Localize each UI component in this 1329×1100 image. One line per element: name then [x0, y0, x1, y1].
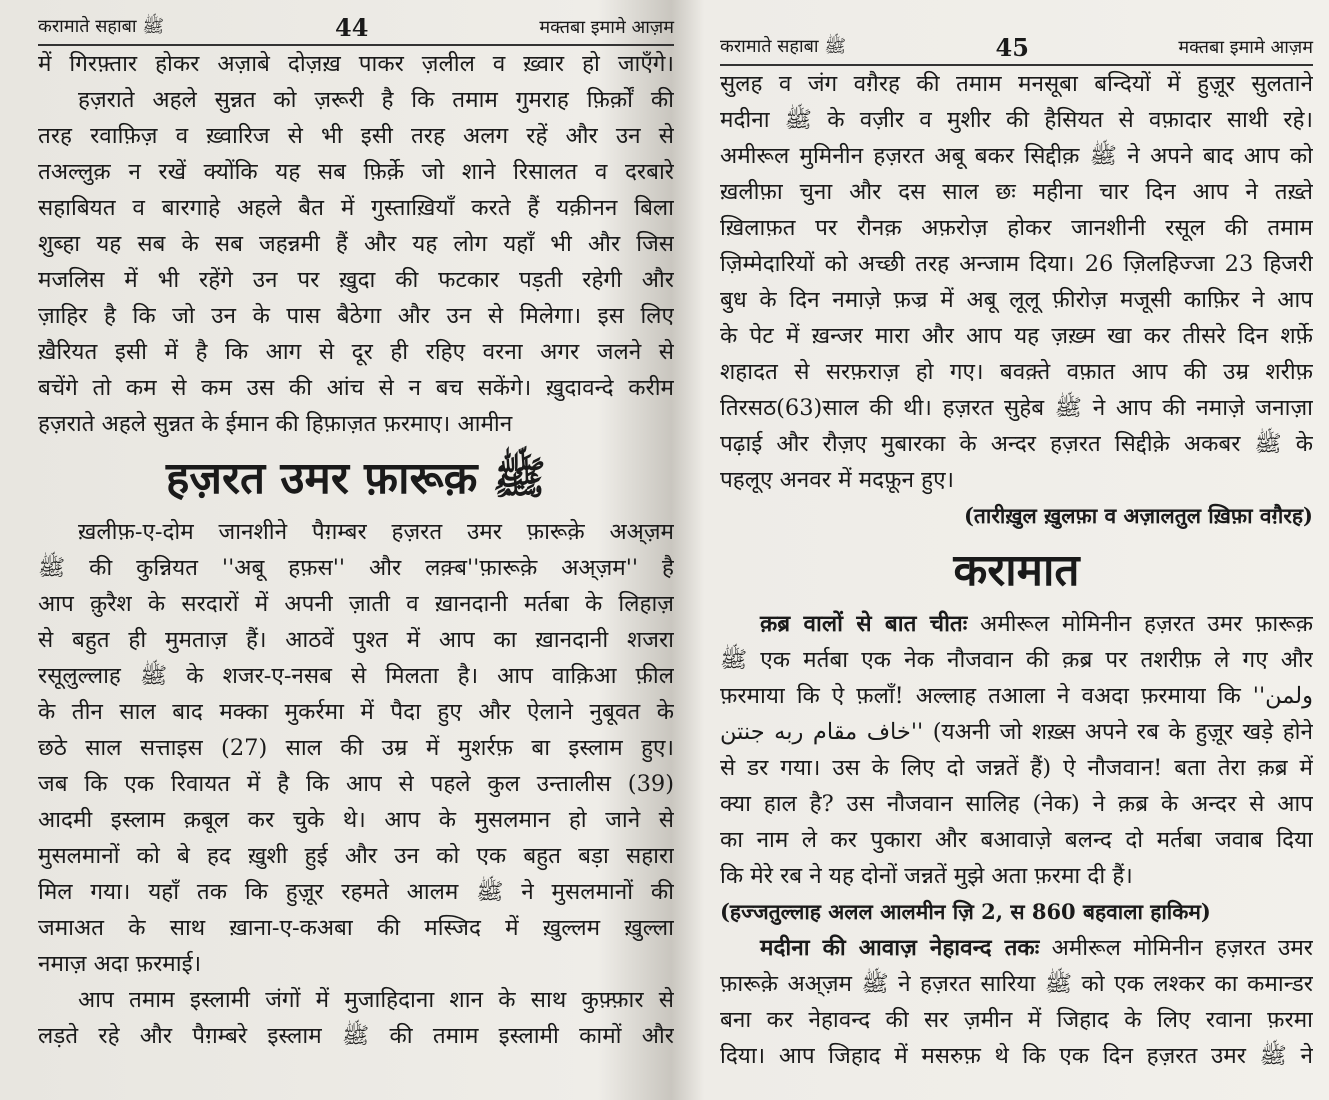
text-line: जब कि एक रिवायत में है कि आप से पहले कुल उन्तालीस (39)	[38, 771, 674, 797]
text-line: कि मेरे रब ने यह दोनों जन्नतें मुझे अता फ़रमा दी हैं।	[720, 863, 1133, 889]
text-line: ख़िलाफ़त पर रौनक़ अफ़रोज़ होकर जानशीनी रसूल की तमाम	[720, 215, 1313, 241]
text-line: ज़ाहिर है कि जो उन के पास बैठेगा और उन से मिलेगा। इस लिए	[38, 303, 674, 329]
text-line: बुध के दिन नमाज़े फ़ज्र में अबू लूलू फ़ीरोज़ मजूसी काफ़िर ने आप	[720, 287, 1313, 313]
text-line	[720, 606, 1313, 642]
text-line: पढ़ाई और रौज़ए मुबारका के अन्दर हज़रत सिद्दीक़े अकबर ﷺ के	[720, 431, 1313, 457]
text-line: तिरसठ(63)साल की थी। हज़रत सुहेब ﷺ ने आप की नमाज़े जनाज़ा	[720, 395, 1313, 421]
body-text-after-heading	[38, 514, 674, 1054]
body-text-before-heading	[38, 46, 674, 442]
text-line: ज़िम्मेदारियों को अच्छी तरह अन्जाम दिया। 26 ज़िलहिज्जा 23 हिजरी	[720, 251, 1313, 277]
paragraph-grave-conversation	[720, 606, 1313, 894]
text-line: फ़ारूक़े अअ्ज़म ﷺ ने हज़रत सारिया ﷺ को एक लश्कर का कमान्डर	[720, 971, 1313, 997]
text-line: ﷺ की कुन्नियत ''अबू हफ़स'' और लक़्ब''फ़ारूक़े अअ्ज़म'' है	[38, 555, 674, 581]
right-page	[702, 0, 1329, 1100]
page-number: 44	[335, 12, 369, 42]
publisher-name: मक्तबा इमामे आज़म	[539, 17, 674, 38]
text-line: ख़लीफ़-ए-दोम जानशीने पैग़म्बर हज़रत उमर फ़ारूक़े अअ्ज़म	[78, 519, 674, 545]
text-line: तअल्लुक़ न रखें क्योंकि यह सब फ़िर्क़े जो शाने रिसालत व दरबारे	[38, 159, 674, 185]
text-line: के तीन साल बाद मक्का मुकर्रमा में पैदा हुए और ऐलाने नुबूवत के	[38, 699, 674, 725]
section-heading: हज़रत उमर फ़ारूक़ ﷺ	[166, 453, 546, 504]
body-text-before-source	[720, 66, 1313, 498]
book-title: करामाते सहाबा ﷺ	[720, 35, 847, 57]
paragraph-voice-of-madina	[720, 930, 1313, 1074]
text-line: में गिरफ़्तार होकर अज़ाबे दोज़ख़ पाकर ज़लील व ख़्वार हो जाएँगे।	[38, 51, 674, 77]
text-line: हज़राते अहले सुन्नत के ईमान की हिफ़ाज़त फ़रमाए। आमीन	[38, 411, 513, 437]
text-line: बचेंगे तो कम से कम उस की आंच से न बच सकेंगे। ख़ुदावन्दे करीम	[38, 375, 674, 401]
text-line: शहादत से सरफ़राज़ हो गए। बवक़्ते वफ़ात आप की उम्र शरीफ़	[720, 359, 1313, 385]
text-line: आप क़ुरैश के सरदारों में अपनी ज़ाती व ख़ानदानी मर्तबा के लिहाज़	[38, 591, 674, 617]
section-heading: करामात	[953, 545, 1080, 596]
text-line: छठे साल सत्ताइस (27) साल की उम्र में मुशर्रफ़ बा इस्लाम हुए।	[38, 735, 674, 761]
text-line: क्या हाल है? उस नौजवान सालिह (नेक) ने क़ब्र के अन्दर से आप	[720, 791, 1313, 817]
text-line: आप तमाम इस्लामी जंगों में मुजाहिदाना शान के साथ कुफ़्फ़ार से	[78, 987, 674, 1013]
paragraph-lead: मदीना की आवाज़ नेहावन्द तकः	[760, 935, 1040, 961]
text-line: خاف مقام ربه جنتن'' (यअनी जो शख़्स अपने रब के हुज़ूर खड़े होने	[720, 719, 1313, 745]
source-citation: (हज्जतुल्लाह अलल आलमीन ज़ि 2, स 860 बहवाला हाकिम)	[720, 899, 1211, 924]
text-line: हज़राते अहले सुन्नत को ज़रूरी है कि तमाम गुमराह फ़िर्क़ों की	[78, 87, 674, 113]
paragraph-text: अमीरूल मोमिनीन हज़रत उमर फ़ारूक़	[980, 611, 1313, 637]
text-line: सहाबियत व बारगाहे अहले बैत में गुस्ताख़ियाँ करते हैं यक़ीनन बिला	[38, 195, 674, 221]
text-line: से बहुत ही मुमताज़ हैं। आठवें पुश्त में आप का ख़ानदानी शजरा	[38, 627, 674, 653]
text-line: आदमी इस्लाम क़बूल कर चुके थे। आप के मुसलमान हो जाने से	[38, 807, 674, 833]
text-line: फ़रमाया कि ऐ फ़लाँ! अल्लाह तआला ने वअदा फ़रमाया कि ''ولمن	[720, 683, 1313, 709]
text-line: सुलह व जंग वग़ैरह की तमाम मनसूबा बन्दियों में हुज़ूर सुलताने	[720, 71, 1313, 97]
text-line	[720, 930, 1313, 966]
running-head	[720, 30, 1313, 66]
paragraph-text: अमीरूल मोमिनीन हज़रत उमर	[1051, 935, 1313, 961]
text-line: के पेट में ख़न्जर मारा और आप यह ज़ख़्म खा कर तीसरे दिन शर्फ़े	[720, 323, 1313, 349]
text-line: तरह रवाफ़िज़ व ख़्वारिज से भी इसी तरह अलग रहें और उन से	[38, 123, 674, 149]
text-line: ख़लीफ़ा चुना और दस साल छः महीना चार दिन आप ने तख़्ते	[720, 179, 1313, 205]
text-line: अमीरूल मुमिनीन हज़रत अबू बकर सिद्दीक़ ﷺ ने अपने बाद आप को	[720, 143, 1313, 169]
text-line: जमाअत के साथ ख़ाना-ए-कअबा की मस्जिद में ख़ुल्लम ख़ुल्ला	[38, 915, 674, 941]
text-line: मजलिस में भी रहेंगे उन पर ख़ुदा की फटकार पड़ती रहेगी और	[38, 267, 674, 293]
page-number: 45	[995, 32, 1029, 62]
publisher-name: मक्तबा इमामे आज़म	[1178, 37, 1313, 58]
text-line: बना कर नेहावन्द की सर ज़मीन में जिहाद के लिए रवाना फ़रमा	[720, 1007, 1313, 1033]
text-line: पहलूए अनवर में मदफ़ून हुए।	[720, 467, 955, 493]
source-citation: (तारीख़ुल ख़ुलफ़ा व अज़ालतुल ख़िफ़ा वग़ैरह)	[964, 503, 1313, 528]
text-line: दिया। आप जिहाद में मसरुफ़ थे कि एक दिन हज़रत उमर ﷺ ने	[720, 1043, 1313, 1069]
text-line: से डर गया। उस के लिए दो जन्नतें हैं) ऐ नौजवान! बता तेरा क़ब्र में	[720, 755, 1313, 781]
text-line: लड़ते रहे और पैग़म्बरे इस्लाम ﷺ की तमाम इस्लामी कामों और	[38, 1023, 674, 1049]
running-head	[38, 10, 674, 46]
book-title: करामाते सहाबा ﷺ	[38, 15, 165, 37]
text-line: ﷺ एक मर्तबा एक नेक नौजवान की क़ब्र पर तशरीफ़ ले गए और	[720, 647, 1313, 673]
text-line: शुब्हा यह सब के सब जहन्नमी हैं और यह लोग यहाँ भी और जिस	[38, 231, 674, 257]
text-line: मदीना ﷺ के वज़ीर व मुशीर की हैसियत से वफ़ादार साथी रहे।	[720, 107, 1313, 133]
text-line: ख़ैरियत इसी में है कि आग से दूर ही रहिए वरना अगर जलने से	[38, 339, 674, 365]
text-line: मुसलमानों को बे हद ख़ुशी हुई और उन को एक बहुत बड़ा सहारा	[38, 843, 674, 869]
text-line: का नाम ले कर पुकारा और बआवाज़े बलन्द दो मर्तबा जवाब दिया	[720, 827, 1313, 853]
text-line: रसूलुल्लाह ﷺ के शजर-ए-नसब से मिलता है। आप वाक़िआ फ़ील	[38, 663, 674, 689]
paragraph-lead: क़ब्र वालों से बात चीतः	[760, 611, 968, 637]
text-line: मिल गया। यहाँ तक कि हुज़ूर रहमते आलम ﷺ ने मुसलमानों की	[38, 879, 674, 905]
text-line: नमाज़ अदा फ़रमाई।	[38, 951, 202, 977]
